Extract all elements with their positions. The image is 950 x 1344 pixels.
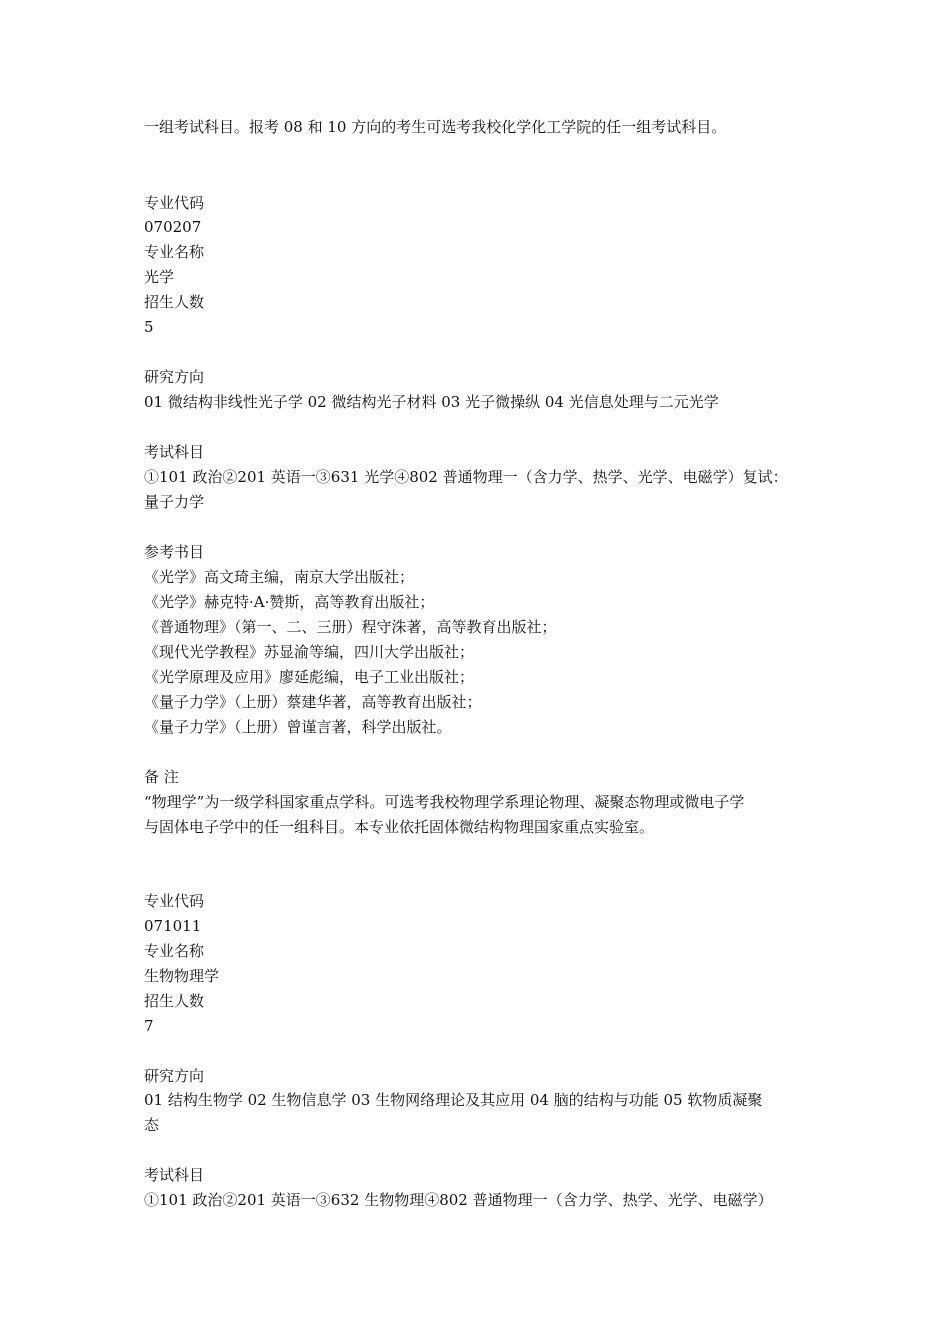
program1-notes-line1: “物理学”为一级学科国家重点学科。可选考我校物理学系理论物理、凝聚态物理或微电子学	[144, 793, 745, 811]
program1-books-label: 参考书目	[144, 543, 205, 561]
program2-direction-line1: 01 结构生物学 02 生物信息学 03 生物网络理论及其应用 04 脑的结构与功能 05 软物质凝聚	[144, 1091, 763, 1109]
program2-name-label: 专业名称	[144, 942, 205, 960]
program1-book-item: 《光学原理及应用》廖延彪编，电子工业出版社；	[144, 668, 475, 686]
program1-book-item: 《量子力学》（上册）蔡建华著，高等教育出版社；	[144, 693, 482, 711]
program1-direction-label: 研究方向	[144, 368, 205, 386]
program1-notes-line2: 与固体电子学中的任一组科目。本专业依托固体微结构物理国家重点实验室。	[144, 818, 655, 836]
program2-exam-line1: ①101 政治②201 英语一③632 生物物理④802 普通物理一（含力学、热学、光学、电磁学）	[144, 1191, 773, 1209]
program1-direction: 01 微结构非线性光子学 02 微结构光子材料 03 光子微操纵 04 光信息处理与二元光学	[144, 393, 719, 411]
program1-enroll-label: 招生人数	[144, 293, 205, 311]
program1-book-item: 《光学》赫克特·A·赞斯，高等教育出版社；	[144, 593, 435, 611]
program2-direction-label: 研究方向	[144, 1067, 205, 1085]
program1-enroll: 5	[144, 318, 154, 336]
program1-exam-line2: 量子力学	[144, 493, 205, 511]
program1-code-label: 专业代码	[144, 194, 205, 212]
program1-name: 光学	[144, 268, 175, 286]
program2-enroll-label: 招生人数	[144, 992, 205, 1010]
program1-code: 070207	[144, 218, 202, 236]
program1-book-item: 《量子力学》（上册）曾谨言著，科学出版社。	[144, 718, 452, 736]
program1-book-item: 《普通物理》（第一、二、三册）程守洙著，高等教育出版社；	[144, 618, 557, 636]
program2-enroll: 7	[144, 1017, 154, 1035]
program2-code: 071011	[144, 917, 202, 935]
program2-exam-label: 考试科目	[144, 1166, 205, 1184]
program2-name: 生物物理学	[144, 967, 220, 985]
program1-book-item: 《现代光学教程》苏显渝等编，四川大学出版社；	[144, 643, 475, 661]
program1-exam-line1: ①101 政治②201 英语一③631 光学④802 普通物理一（含力学、热学、光学、电磁学）复试：	[144, 468, 788, 486]
intro-text: 一组考试科目。报考 08 和 10 方向的考生可选考我校化学化工学院的任一组考试科目。	[144, 118, 727, 136]
program1-notes-label: 备 注	[144, 768, 179, 786]
program1-name-label: 专业名称	[144, 243, 205, 261]
program1-book-item: 《光学》高文琦主编，南京大学出版社；	[144, 568, 415, 586]
program2-direction-line2: 态	[144, 1116, 160, 1134]
program1-exam-label: 考试科目	[144, 443, 205, 461]
program2-code-label: 专业代码	[144, 892, 205, 910]
